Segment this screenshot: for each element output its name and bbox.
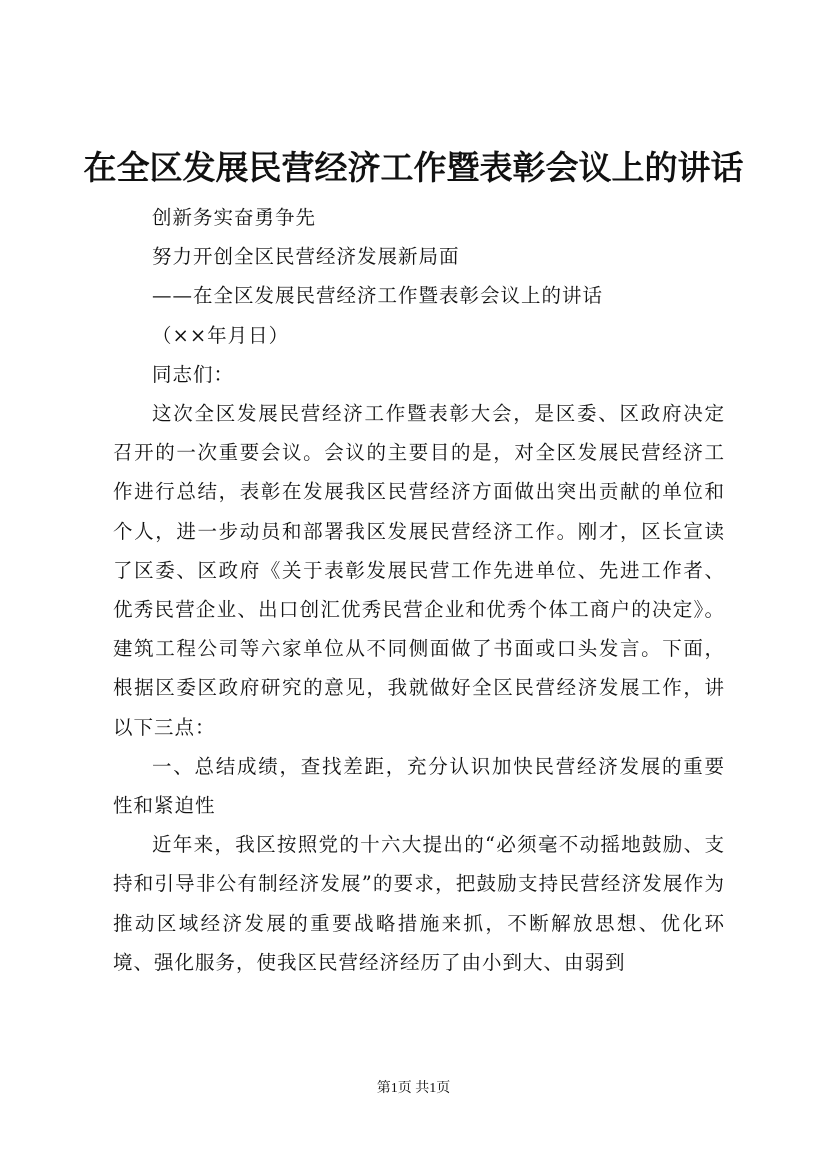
salutation: 同志们： bbox=[152, 362, 235, 386]
page-number-footer: 第1页 共1页 bbox=[376, 1081, 451, 1096]
subtitle-line-1: 创新务实奋勇争先 bbox=[152, 206, 317, 229]
date-line: （××年月日） bbox=[152, 323, 290, 347]
document-title: 在全区发展民营经济工作暨表彰会议上的讲话 bbox=[83, 148, 744, 187]
document-body bbox=[113, 198, 725, 982]
subtitle-line-2: 努力开创全区民营经济发展新局面 bbox=[152, 245, 460, 269]
body-paragraph: 近年来，我区按照党的十六大提出的“必须毫不动摇地鼓励、支持和引导非公有制经济发展”的要求，把鼓励支持民营经济发展作为推动区域经济发展的重要战略措施来抓，不断解放思想、优化环境、强化服务，使我区民营经济经历了由小到大、由弱到 bbox=[113, 833, 725, 974]
section-heading: 一、总结成绩，查找差距，充分认识加快民营经济发展的重要性和紧迫性 bbox=[113, 754, 725, 818]
subtitle-line-3: ——在全区发展民营经济工作暨表彰会议上的讲话 bbox=[152, 284, 604, 308]
body-paragraph: 这次全区发展民营经济工作暨表彰大会，是区委、区政府决定召开的一次重要会议。会议的主要目的是，对全区发展民营经济工作进行总结，表彰在发展我区民营经济方面做出突出贡献的单位和个人，进一步动员和部署我区发展民营经济工作。刚才，区长宣读了区委、区政府《关于表彰发展民营工作先进单位、先进工作者、优秀民营企业、出口创汇优秀民营企业和优秀个体工商户的决定》。建筑工程公司等六家单位从不同侧面做了书面或口头发言。下面，根据区委区政府研究的意见，我就做好全区民营经济发展工作，讲以下三点： bbox=[113, 402, 725, 739]
